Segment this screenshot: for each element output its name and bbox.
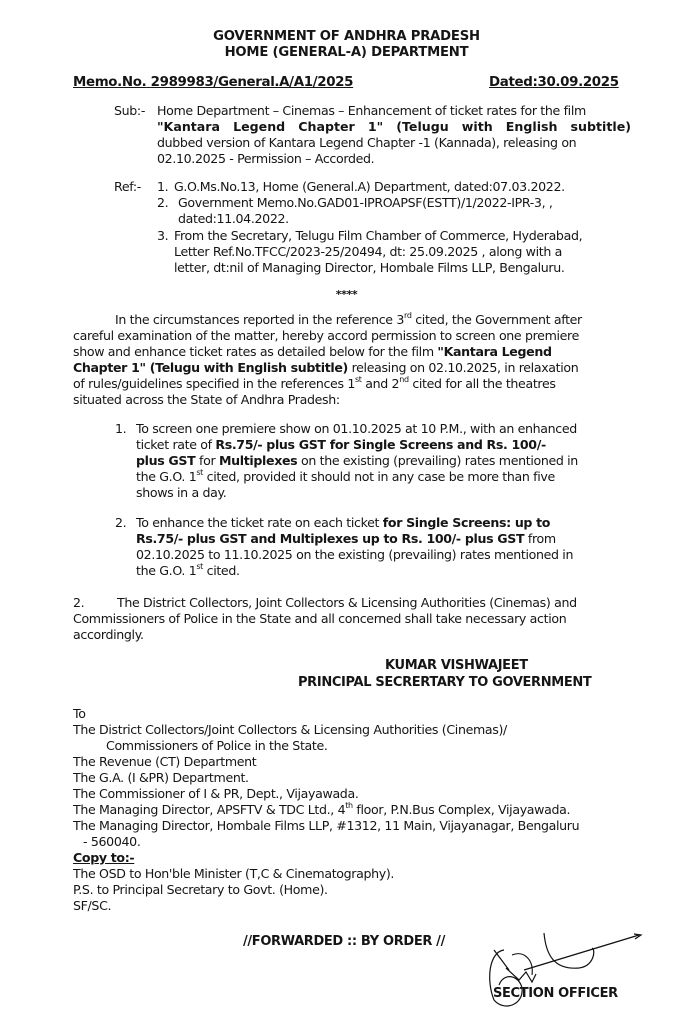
item2-line-3: 02.10.2025 to 11.10.2025 on the existing (prevailing) rates mentioned in [136,547,574,562]
para1-text: cited for all the theatres [408,376,556,391]
signatory-name: KUMAR VISHWAJEET [385,658,528,673]
para1-text: releasing on 02.10.2025, in relaxation [347,360,579,375]
ref-1-num: 1. [157,179,169,194]
para1-text: cited, the Government after [411,312,582,327]
para1-text: of rules/guidelines specified in the references 1 [73,376,355,391]
section-officer-label: SECTION OFFICER [493,986,618,1001]
to-line-4: The G.A. (I &PR) Department. [73,770,249,785]
rate-bold: for Single Screens: up to [382,515,551,530]
para2-num: 2. [73,595,85,610]
ref-1-text: G.O.Ms.No.13, Home (General.A) Department, dated:07.03.2022. [174,179,565,194]
film-title-bold: Chapter 1" (Telugu with English subtitle) [73,360,348,375]
copy-to-line-3: SF/SC. [73,898,112,913]
signatory-designation: PRINCIPAL SECRERTARY TO GOVERNMENT [298,675,592,690]
para2-line-3: accordingly. [73,627,144,642]
ref-3-text-1: From the Secretary, Telugu Film Chamber of Commerce, Hyderabad, [174,228,583,243]
item1-line-4 [136,469,555,484]
memo-date: Dated:30.09.2025 [489,75,619,90]
para1-line-2: careful examination of the matter, hereby accord permission to screen one premiere [73,328,579,343]
para1-text: and 2 [361,376,400,391]
item1-text: cited, provided it should not in any case be more than five [202,469,555,484]
subject-line-4: 02.10.2025 - Permission – Accorded. [157,151,375,166]
item2-text: To enhance the ticket rate on each ticket [136,515,383,530]
to-line-2: Commissioners of Police in the State. [106,738,328,753]
subject-film-title: "Kantara Legend Chapter 1" (Telugu with English subtitle) [157,119,631,134]
copy-to-label: Copy to:- [73,850,135,865]
item1-num: 1. [115,421,127,436]
item2-text: the G.O. 1 [136,563,197,578]
para1-line-5 [73,376,556,391]
memo-number-value: 2989983/General.A/A1/2025 [150,75,354,90]
subject-label: Sub:- [114,103,146,118]
forwarded-by-order: //FORWARDED :: BY ORDER // [243,934,445,949]
para1-line-6: situated across the State of Andhra Pradesh: [73,392,340,407]
item1-text: for [195,453,219,468]
superscript: st [196,468,203,477]
separator-stars: **** [335,288,358,301]
film-title-bold: "Kantara Legend [437,344,552,359]
superscript: rd [404,311,412,320]
ref-2-text-1: Government Memo.No.GAD01-IPROAPSF(ESTT)/1/2022-IPR-3, , [178,195,553,210]
para2-line-2: Commissioners of Police in the State and all concerned shall take necessary action [73,611,567,626]
multiplexes-bold: Multiplexes [218,453,298,468]
to-text: The Managing Director, APSFTV & TDC Ltd., 4 [73,802,346,817]
rate-bold: Rs.75/- plus GST for Single Screens and Rs. 100/- [215,437,546,452]
to-line-3: The Revenue (CT) Department [73,754,257,769]
ref-2-num: 2. [157,195,169,210]
ref-3-text-2: Letter Ref.No.TFCC/2023-25/20494, dt: 25.09.2025 , along with a [174,244,562,259]
superscript: st [354,375,362,384]
to-text: floor, P.N.Bus Complex, Vijayawada. [352,802,571,817]
subject-line-3: dubbed version of Kantara Legend Chapter -1 (Kannada), releasing on [157,135,577,150]
superscript: st [196,562,203,571]
superscript: th [345,801,353,810]
to-label: To [73,706,86,721]
ref-3-text-3: letter, dt:nil of Managing Director, Hombale Films LLP, Bengaluru. [174,260,565,275]
ref-3-num: 3. [157,228,169,243]
para1-line-1 [115,312,582,327]
para1-text: show and enhance ticket rates as detailed below for the film [73,344,438,359]
item2-line-2 [136,531,556,546]
ref-label: Ref:- [114,179,141,194]
item1-text: ticket rate of [136,437,216,452]
item2-num: 2. [115,515,127,530]
para1-line-4 [73,360,578,375]
copy-to-line-2: P.S. to Principal Secretary to Govt. (Home). [73,882,328,897]
item1-line-1: To screen one premiere show on 01.10.2025 at 10 P.M., with an enhanced [136,421,577,436]
department-title: HOME (GENERAL-A) DEPARTMENT [224,45,469,60]
item2-line-4 [136,563,240,578]
item2-text: from [524,531,556,546]
to-line-5: The Commissioner of I & PR, Dept., Vijayawada. [73,786,359,801]
to-line-apsftv [73,802,570,817]
government-title: GOVERNMENT OF ANDHRA PRADESH [213,29,480,44]
item1-text: on the existing (prevailing) rates mentioned in [297,453,578,468]
item2-text: cited. [202,563,240,578]
to-line-hombale-1: The Managing Director, Hombale Films LLP, #1312, 11 Main, Vijayanagar, Bengaluru [73,818,580,833]
para1-line-3 [73,344,552,359]
item1-line-5: shows in a day. [136,485,227,500]
rate-bold: Rs.75/- plus GST and Multiplexes up to Rs. 100/- plus GST [136,531,525,546]
para2-line-1: The District Collectors, Joint Collectors & Licensing Authorities (Cinemas) and [117,595,577,610]
superscript: nd [399,375,409,384]
memo-number [73,75,353,90]
item2-line-1 [136,515,550,530]
item1-line-2 [136,437,546,452]
to-line-hombale-2: - 560040. [83,834,141,849]
to-line-1: The District Collectors/Joint Collectors & Licensing Authorities (Cinemas)/ [73,722,507,737]
item1-line-3 [136,453,578,468]
para1-text: In the circumstances reported in the reference 3 [115,312,405,327]
subject-line-1: Home Department – Cinemas – Enhancement of ticket rates for the film [157,103,586,118]
memo-label: Memo.No. [73,75,147,90]
copy-to-line-1: The OSD to Hon'ble Minister (T,C & Cinematography). [73,866,395,881]
ref-2-text-2: dated:11.04.2022. [178,211,289,226]
item1-text: the G.O. 1 [136,469,197,484]
rate-bold: plus GST [136,453,196,468]
